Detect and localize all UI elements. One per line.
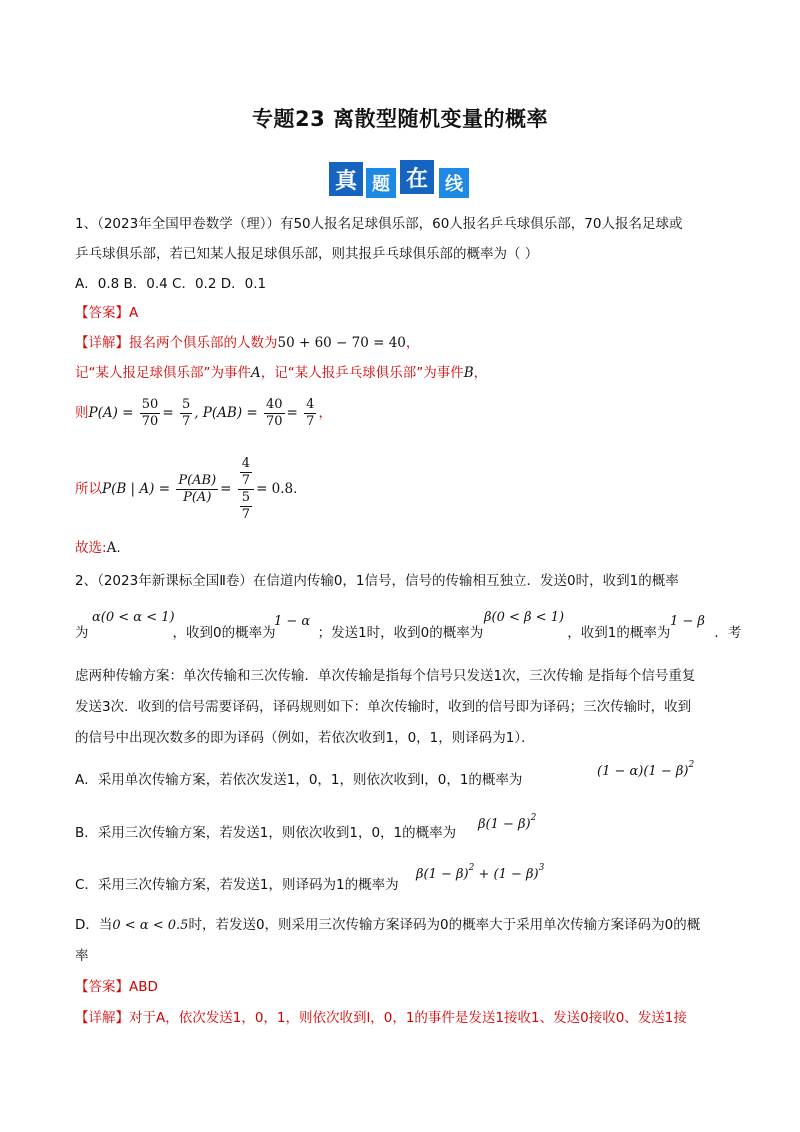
formula: β(1 − β) (416, 867, 469, 882)
choose-label: 故选: (75, 540, 107, 556)
numerator: 5 (241, 489, 251, 505)
fraction (176, 473, 218, 506)
fraction (140, 397, 161, 430)
text: 为 (75, 625, 89, 641)
punct: ， (473, 365, 488, 381)
numerator: 4 (306, 396, 315, 412)
q1-choose (75, 538, 121, 558)
numerator: 4 (241, 455, 251, 471)
text: ，收到1的概率为 (567, 625, 671, 641)
q2-option-d (75, 915, 700, 936)
pa-lhs: P(A) = (88, 405, 134, 421)
fraction (180, 397, 192, 430)
q1-conditional-line: 所以P(B | A) = $\frac{P(AB)}{P(A)}$ = $\frac{\frac{4}{7}}{\frac{5}{7}}$ = 0.8. (75, 455, 298, 522)
q2-beta-cond: β(0 < β < 1) (484, 610, 565, 625)
q1-prob-line: 则P(A) = $\frac{50}{70}$ = $\frac{5}{7}$ , P(AB) = $\frac{40}{70}$ = $\frac{4}{7}$ ， (75, 396, 332, 429)
text: ．考 (714, 625, 742, 641)
q2-answer (75, 977, 158, 997)
formula: β(1 − β) (478, 817, 531, 832)
q1-answer (75, 303, 138, 323)
denominator (238, 490, 254, 523)
q2-option-b (75, 823, 456, 843)
answer-label: 【答案】 (75, 305, 129, 321)
event-a: A (251, 365, 261, 381)
q2-alpha-cond: α(0 < α < 1) (92, 610, 175, 625)
banner-char-3: 在 (400, 160, 434, 194)
q2-line2 (75, 623, 741, 643)
q2-line1: 2、（2023年新课标全国Ⅱ卷）在信道内传输0，1信号，信号的传输相互独立．发送0时，收到1的概率 (75, 573, 679, 589)
denominator: P(A) (183, 489, 212, 505)
section-banner (329, 158, 473, 200)
q1-line1: 1、（2023年全国甲卷数学（理））有50人报名足球俱乐部，60人报名乒乓球俱乐部，70人报名足球或 (75, 216, 683, 232)
formula: + (1 − β) (474, 867, 539, 882)
compound-fraction (238, 456, 254, 523)
detail-label: 【详解】 (75, 1010, 129, 1026)
fraction (304, 397, 316, 430)
cond-result: = 0.8 (256, 481, 294, 497)
answer-value: ABD (129, 979, 158, 995)
option-text: A．采用单次传输方案，若依次发送1，0，1，则依次收到l，0，1的概率为 (75, 772, 523, 788)
detail-text: 对于A，依次发送1，0，1，则依次收到l，0，1的事件是发送1接收1、发送0接收0、发送1接 (129, 1010, 687, 1026)
exponent: 3 (538, 863, 545, 873)
answer-label: 【答案】 (75, 979, 129, 995)
q1-options: A．0.8 B．0.4 C．0.2 D．0.1 (75, 276, 267, 292)
text: ，收到0的概率为 (172, 625, 276, 641)
banner-char-4: 线 (439, 168, 469, 198)
q2-one-minus-beta: 1 − β (670, 614, 705, 629)
denominator: 7 (181, 413, 191, 429)
event-b: B (463, 365, 474, 381)
exponent: 2 (468, 863, 475, 873)
detail-text: 报名两个俱乐部的人数为 (129, 335, 278, 351)
q2-line4: 发送3次．收到的信号需要译码，译码规则如下：单次传输时，收到的信号即为译码；三次传输时，收到 (75, 699, 692, 715)
event-text-2: ，记“某人报乒乓球俱乐部”为事件 (260, 365, 464, 381)
choose-value: A (106, 540, 117, 556)
numerator: 40 (266, 396, 283, 412)
q2-option-a-formula (597, 760, 694, 779)
q2-option-b-formula (478, 813, 536, 832)
denominator: 70 (266, 413, 283, 429)
pab-lhs: , P(AB) = (194, 405, 258, 421)
q2-option-a (75, 770, 522, 790)
q2-option-c (75, 875, 399, 895)
page-title: 专题23 离散型随机变量的概率 (251, 107, 549, 131)
formula: 0 < α < 0.5 (112, 918, 189, 933)
numerator: P(AB) (178, 472, 217, 488)
q2-line3: 虑两种传输方案：单次传输和三次传输．单次传输是指每个信号只发送1次，三次传输 是指每个信号重复 (75, 668, 696, 684)
cond-lhs: P(B | A) = (102, 481, 171, 497)
q1-event-line (75, 363, 487, 383)
formula: (1 − α)(1 − β) (597, 764, 689, 779)
denominator: 7 (241, 506, 251, 522)
banner-char-2: 题 (366, 168, 396, 198)
q2-option-d-cont: 率 (75, 948, 89, 964)
banner-char-1: 真 (329, 162, 363, 196)
option-text: D．当 (75, 917, 113, 933)
detail-label: 【详解】 (75, 335, 129, 351)
so-label: 所以 (75, 481, 102, 497)
denominator: 70 (141, 413, 159, 429)
option-text: B．采用三次传输方案，若发送1，则依次收到1，0，1的概率为 (75, 825, 457, 841)
exponent: 2 (530, 813, 537, 823)
q1-detail (75, 333, 419, 353)
option-text: C．采用三次传输方案，若发送1，则译码为1的概率为 (75, 877, 399, 893)
denominator: 7 (306, 413, 315, 429)
q2-detail (75, 1008, 687, 1028)
fraction (264, 397, 285, 430)
denominator: 7 (241, 472, 251, 488)
then-label: 则 (75, 405, 89, 421)
punct: . (116, 540, 121, 556)
numerator: 50 (141, 396, 159, 412)
text: ；发送1时，收到0的概率为 (317, 625, 484, 641)
event-text-1: 记“某人报足球俱乐部”为事件 (75, 365, 251, 381)
punct: . (293, 481, 298, 497)
option-text: 时，若发送0，则采用三次传输方案译码为0的概率大于采用单次传输方案译码为0的概 (188, 917, 701, 933)
numerator: 5 (181, 396, 191, 412)
numerator (238, 456, 254, 490)
q2-one-minus-alpha: 1 − α (274, 614, 311, 629)
answer-value: A (129, 305, 139, 321)
q2-line5: 的信号中出现次数多的即为译码（例如，若依次收到1，0，1，则译码为1）． (75, 730, 535, 746)
punct: ， (405, 335, 420, 351)
q2-option-c-formula (416, 863, 544, 882)
q1-line2: 乒乓球俱乐部，若已知某人报足球俱乐部，则其报乒乓球俱乐部的概率为（ ） (75, 246, 539, 262)
exponent: 2 (688, 760, 695, 770)
detail-formula: 50 + 60 − 70 = 40 (277, 335, 406, 351)
